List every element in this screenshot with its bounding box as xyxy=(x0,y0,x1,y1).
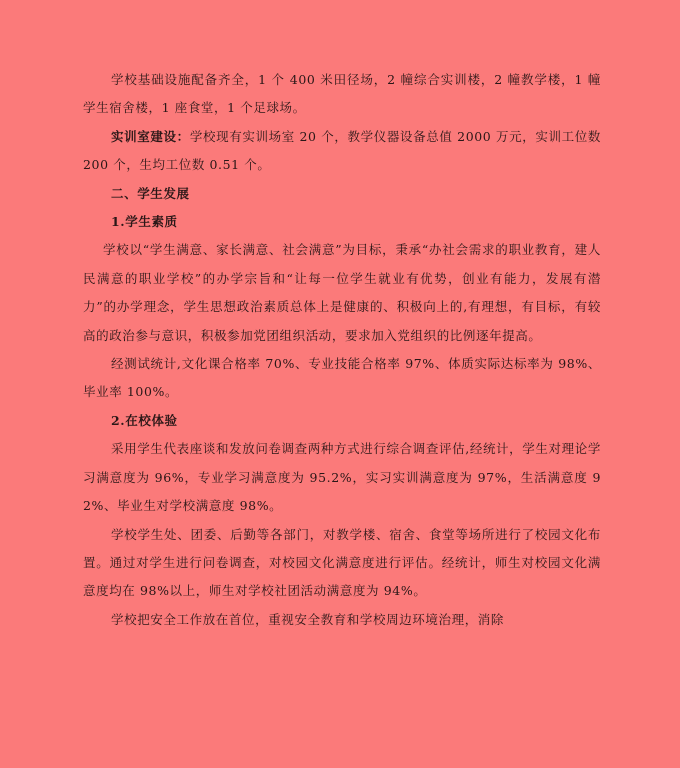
document-page xyxy=(83,66,601,634)
subheading-school-experience: 2.在校体验 xyxy=(111,412,178,428)
paragraph-satisfaction-survey: 采用学生代表座谈和发放问卷调查两种方式进行综合调查评估,经统计，学生对理论学习满意度为 96%，专业学习满意度为 95.2%，实习实训满意度为 97%，生活满意度 92%、毕业生对学校满意度 98%。 xyxy=(83,441,601,514)
training-rooms-text: 学校现有实训场室 20 个，教学仪器设备总值 2000 万元，实训工位数 200 个，生均工位数 0.51 个。 xyxy=(83,128,601,173)
paragraph-student-quality: 学校以“学生满意、家长满意、社会满意”为目标，秉承“办社会需求的职业教育，建人民满意的职业学校”的办学宗旨和“让每一位学生就业有优势，创业有能力，发展有潜力”的办学理念，学生思想政治素质总体上是健康的、积极向上的,有理想，有目标，有较高的政治参与意识，积极参加党团组织活动，要求加入党组织的比例逐年提高。 xyxy=(83,242,601,343)
paragraph-campus-culture: 学校学生处、团委、后勤等各部门，对教学楼、宿舍、食堂等场所进行了校园文化布置。通过对学生进行问卷调查，对校园文化满意度进行评估。经统计，师生对校园文化满意度均在 98%以上，师生对学校社团活动满意度为 94%。 xyxy=(83,526,601,599)
paragraph-test-statistics: 经测试统计,文化课合格率 70%、专业技能合格率 97%、体质实际达标率为 98%、毕业率 100%。 xyxy=(83,356,601,400)
section-heading-student-development: 二、学生发展 xyxy=(111,185,190,201)
paragraph-training-rooms xyxy=(83,123,601,180)
paragraph-safety: 学校把安全工作放在首位，重视安全教育和学校周边环境治理，消除 xyxy=(111,611,505,627)
training-rooms-label: 实训室建设： xyxy=(111,128,190,144)
subheading-student-quality: 1.学生素质 xyxy=(111,214,178,230)
paragraph-facilities: 学校基础设施配备齐全，1 个 400 米田径场，2 幢综合实训楼，2 幢教学楼，1 幢学生宿舍楼，1 座食堂，1 个足球场。 xyxy=(83,72,601,116)
